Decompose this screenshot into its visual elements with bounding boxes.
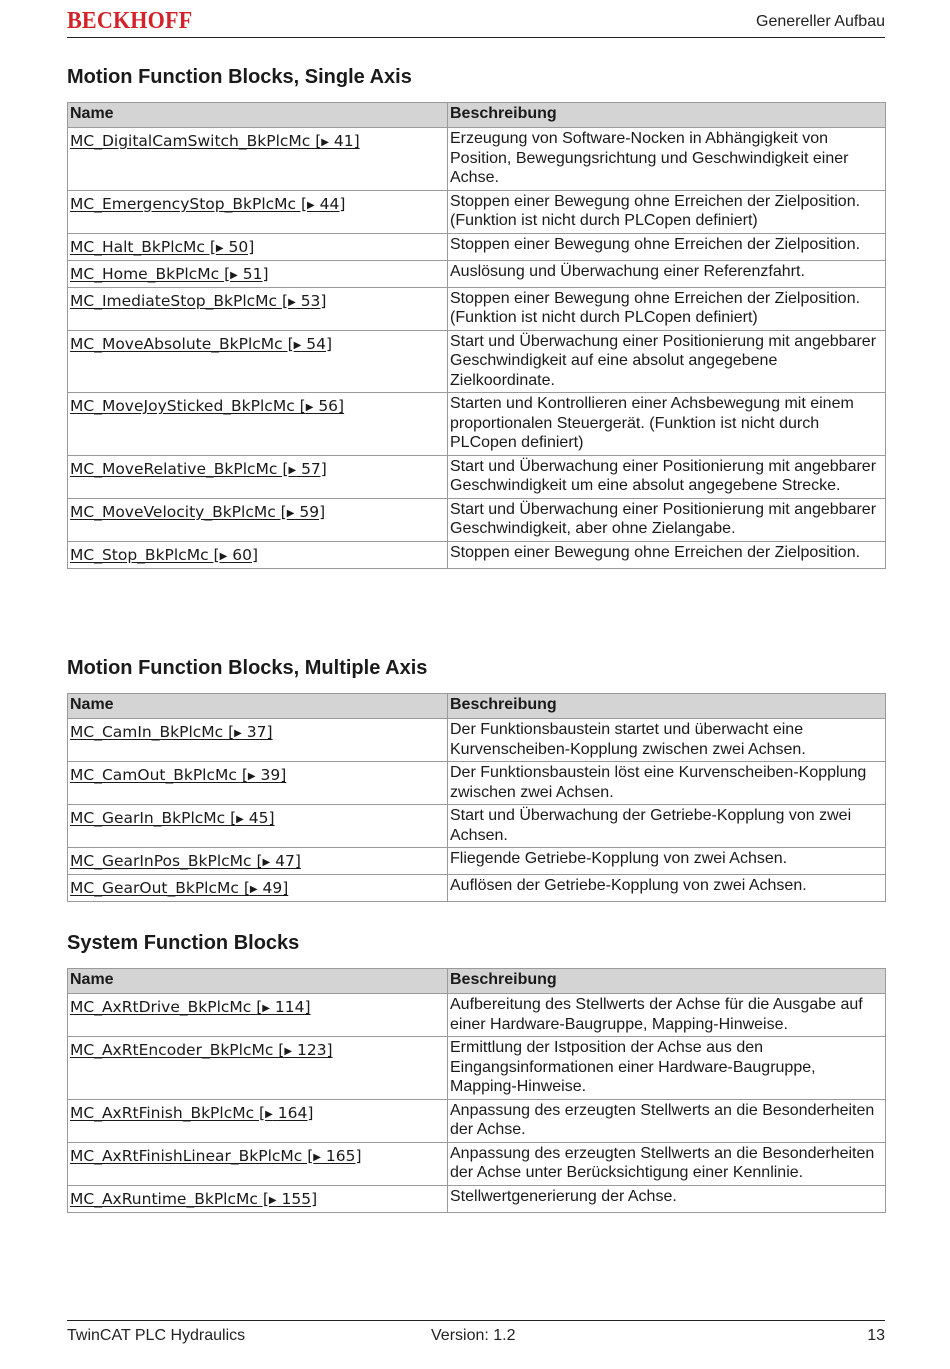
function-block-description: Stellwertgenerierung der Achse.: [448, 1185, 886, 1212]
function-block-link[interactable]: [70, 394, 344, 417]
function-block-name: MC_CamIn_BkPlcMc [: [70, 723, 235, 741]
function-block-name: MC_AxRtEncoder_BkPlcMc [: [70, 1041, 285, 1059]
function-block-name: MC_MoveJoySticked_BkPlcMc [: [70, 397, 306, 415]
function-block-link[interactable]: [70, 129, 360, 152]
table-row: [68, 994, 886, 1037]
page-ref-arrow-icon: ▶: [249, 884, 258, 895]
page-reference: 59]: [294, 502, 326, 521]
page-reference: 45]: [243, 809, 275, 827]
function-block-link[interactable]: [70, 500, 325, 523]
function-block-description: Start und Überwachung der Getriebe-Kopplung von zwei Achsen.: [448, 805, 886, 848]
function-block-link[interactable]: [70, 720, 273, 743]
function-block-name-cell: [68, 287, 448, 330]
page-reference: 57]: [296, 459, 327, 478]
function-block-description: Stoppen einer Bewegung ohne Erreichen der Zielposition. (Funktion ist nicht durch PLCopen definiert): [448, 287, 886, 330]
brand-logo: BECKHOFF: [67, 8, 193, 34]
function-block-link[interactable]: [70, 543, 258, 566]
page-ref-arrow-icon: ▶: [247, 771, 256, 782]
function-block-name-cell: [68, 1037, 448, 1100]
page-reference: 164]: [272, 1103, 314, 1122]
footer-product: TwinCAT PLC Hydraulics: [67, 1327, 246, 1344]
column-header-name: Name: [68, 969, 448, 994]
function-block-name-cell: [68, 233, 448, 260]
column-header-description: Beschreibung: [448, 103, 886, 128]
function-block-name: MC_EmergencyStop_BkPlcMc [: [70, 194, 308, 213]
page-reference: 39]: [255, 766, 287, 784]
function-block-description: Auslösung und Überwachung einer Referenzfahrt.: [448, 260, 886, 287]
page-reference: 49]: [257, 879, 289, 897]
column-header-description: Beschreibung: [448, 694, 886, 719]
page-reference: 123]: [292, 1041, 333, 1059]
table-row: [68, 1142, 886, 1185]
function-block-name: MC_DigitalCamSwitch_BkPlcMc [: [70, 132, 322, 150]
page-reference: 47]: [270, 852, 301, 870]
function-block-description: Anpassung des erzeugten Stellwerts an die Besonderheiten der Achse unter Berücksichtigung einer Kennlinie.: [448, 1142, 886, 1185]
column-header-name: Name: [68, 103, 448, 128]
function-block-name-cell: [68, 330, 448, 393]
function-block-description: Auflösen der Getriebe-Kopplung von zwei Achsen.: [448, 875, 886, 902]
section-title: Motion Function Blocks, Multiple Axis: [67, 657, 428, 679]
table-row: [68, 330, 886, 393]
page-number: 13: [867, 1327, 885, 1344]
function-block-name: MC_MoveAbsolute_BkPlcMc [: [70, 334, 294, 353]
page-ref-arrow-icon: ▶: [288, 296, 296, 308]
function-block-description: Erzeugung von Software-Nocken in Abhängigkeit von Position, Bewegungsrichtung und Geschwindigkeit einer Achse.: [448, 128, 886, 191]
function-block-link[interactable]: [70, 457, 327, 480]
function-block-name: MC_MoveVelocity_BkPlcMc [: [70, 502, 287, 521]
header-chapter-title: Genereller Aufbau: [756, 13, 885, 30]
table-header-row: [68, 103, 886, 128]
function-block-name-cell: [68, 260, 448, 287]
column-header-name: Name: [68, 694, 448, 719]
function-block-description: Start und Überwachung einer Positionierung mit angebbarer Geschwindigkeit, aber ohne Zielangabe.: [448, 498, 886, 541]
page-reference: 54]: [301, 334, 333, 353]
table-row: [68, 233, 886, 260]
function-block-name: MC_AxRtFinishLinear_BkPlcMc [: [70, 1146, 314, 1165]
function-block-link[interactable]: [70, 192, 345, 215]
table-row: [68, 455, 886, 498]
function-block-link[interactable]: [70, 995, 311, 1018]
page-ref-arrow-icon: ▶: [305, 402, 314, 413]
footer-version: Version: 1.2: [431, 1327, 516, 1344]
page-reference: 50]: [223, 237, 255, 256]
function-block-name: MC_MoveRelative_BkPlcMc [: [70, 459, 289, 478]
page-reference: 51]: [237, 264, 269, 283]
function-block-name-cell: [68, 875, 448, 902]
function-block-table: [67, 102, 886, 569]
function-block-link[interactable]: [70, 1101, 313, 1124]
function-block-name-cell: [68, 498, 448, 541]
function-block-description: Stoppen einer Bewegung ohne Erreichen der Zielposition. (Funktion ist nicht durch PLCopen definiert): [448, 190, 886, 233]
page-reference: 56]: [313, 397, 345, 415]
function-block-name-cell: [68, 1185, 448, 1212]
table-row: [68, 719, 886, 762]
function-block-link[interactable]: [70, 289, 326, 312]
function-block-name-cell: [68, 762, 448, 805]
section-title: Motion Function Blocks, Single Axis: [67, 66, 412, 88]
section-single-axis: [67, 64, 885, 569]
page-reference: 41]: [329, 132, 360, 150]
page-footer: [67, 1320, 885, 1352]
function-block-link[interactable]: [70, 1038, 333, 1061]
function-block-name: MC_AxRuntime_BkPlcMc [: [70, 1189, 269, 1208]
function-block-name-cell: [68, 994, 448, 1037]
section-title: System Function Blocks: [67, 932, 300, 954]
table-row: [68, 1037, 886, 1100]
page-ref-arrow-icon: ▶: [265, 1108, 273, 1120]
function-block-name-cell: [68, 1142, 448, 1185]
function-block-name-cell: [68, 455, 448, 498]
column-header-description: Beschreibung: [448, 969, 886, 994]
table-header-row: [68, 969, 886, 994]
function-block-link[interactable]: [70, 332, 332, 355]
page-reference: 114]: [270, 998, 311, 1016]
page-ref-arrow-icon: ▶: [236, 814, 244, 825]
function-block-name: MC_CamOut_BkPlcMc [: [70, 766, 248, 784]
page-reference: 37]: [241, 723, 273, 741]
page-ref-arrow-icon: ▶: [215, 242, 224, 254]
function-block-description: Stoppen einer Bewegung ohne Erreichen der Zielposition.: [448, 233, 886, 260]
table-row: [68, 541, 886, 568]
page-reference: 165]: [320, 1146, 362, 1165]
function-block-description: Ermittlung der Istposition der Achse aus den Eingangsinformationen einer Hardware-Baugruppe, Mapping-Hinweise.: [448, 1037, 886, 1100]
page-ref-arrow-icon: ▶: [268, 1194, 277, 1206]
function-block-name: MC_AxRtDrive_BkPlcMc [: [70, 998, 263, 1016]
page-ref-arrow-icon: ▶: [293, 339, 302, 351]
function-block-name: MC_Home_BkPlcMc [: [70, 264, 231, 283]
page-ref-arrow-icon: ▶: [286, 507, 295, 519]
section-multiple-axis: [67, 655, 885, 902]
function-block-description: Starten und Kontrollieren einer Achsbewegung mit einem proportionalen Steuergerät. (Funktion ist nicht durch PLCopen definiert): [448, 393, 886, 456]
function-block-name-cell: [68, 848, 448, 875]
table-row: [68, 128, 886, 191]
table-row: [68, 762, 886, 805]
function-block-name: MC_Halt_BkPlcMc [: [70, 237, 216, 256]
page-ref-arrow-icon: ▶: [234, 728, 242, 739]
function-block-name-cell: [68, 128, 448, 191]
table-row: [68, 498, 886, 541]
function-block-link[interactable]: [70, 1187, 317, 1210]
table-row: [68, 287, 886, 330]
function-block-link[interactable]: [70, 806, 275, 829]
page-ref-arrow-icon: ▶: [219, 550, 228, 562]
page-reference: 53]: [295, 291, 327, 310]
table-row: [68, 260, 886, 287]
function-block-name: MC_GearOut_BkPlcMc [: [70, 879, 250, 897]
page-ref-arrow-icon: ▶: [262, 857, 271, 868]
function-block-description: Aufbereitung des Stellwerts der Achse für die Ausgabe auf einer Hardware-Baugruppe, Mapping-Hinweise.: [448, 994, 886, 1037]
function-block-description: Anpassung des erzeugten Stellwerts an die Besonderheiten der Achse.: [448, 1099, 886, 1142]
function-block-description: Der Funktionsbaustein startet und überwacht eine Kurvenscheiben-Kopplung zwischen zwei Achsen.: [448, 719, 886, 762]
function-block-name: MC_ImediateStop_BkPlcMc [: [70, 291, 289, 310]
function-block-description: Stoppen einer Bewegung ohne Erreichen der Zielposition.: [448, 541, 886, 568]
table-row: [68, 1185, 886, 1212]
section-system: [67, 930, 885, 1213]
function-block-description: Start und Überwachung einer Positionierung mit angebbarer Geschwindigkeit auf eine absolut angegebene Zielkoordinate.: [448, 330, 886, 393]
page-reference: 155]: [276, 1189, 318, 1208]
page-ref-arrow-icon: ▶: [262, 1003, 270, 1014]
function-block-link[interactable]: [70, 876, 288, 899]
page-reference: 44]: [314, 194, 346, 213]
page-ref-arrow-icon: ▶: [313, 1151, 321, 1163]
function-block-table: [67, 693, 886, 902]
function-block-name: MC_AxRtFinish_BkPlcMc [: [70, 1103, 266, 1122]
function-block-link[interactable]: [70, 235, 254, 258]
function-block-description: Der Funktionsbaustein löst eine Kurvenscheiben-Kopplung zwischen zwei Achsen.: [448, 762, 886, 805]
function-block-link[interactable]: [70, 262, 269, 285]
table-row: [68, 190, 886, 233]
function-block-name-cell: [68, 393, 448, 456]
function-block-name: MC_GearInPos_BkPlcMc [: [70, 852, 263, 870]
function-block-table: [67, 968, 886, 1213]
function-block-name: MC_Stop_BkPlcMc [: [70, 545, 220, 564]
page-reference: 60]: [227, 545, 258, 564]
function-block-name-cell: [68, 719, 448, 762]
function-block-description: Fliegende Getriebe-Kopplung von zwei Achsen.: [448, 848, 886, 875]
table-row: [68, 805, 886, 848]
function-block-name-cell: [68, 805, 448, 848]
page-header: [67, 6, 885, 38]
table-row: [68, 875, 886, 902]
table-row: [68, 848, 886, 875]
function-block-name-cell: [68, 1099, 448, 1142]
function-block-description: Start und Überwachung einer Positionierung mit angebbarer Geschwindigkeit um eine absolut angegebene Strecke.: [448, 455, 886, 498]
function-block-name: MC_GearIn_BkPlcMc [: [70, 809, 237, 827]
page-ref-arrow-icon: ▶: [284, 1046, 293, 1057]
function-block-link[interactable]: [70, 849, 301, 872]
page-ref-arrow-icon: ▶: [321, 137, 329, 148]
function-block-link[interactable]: [70, 763, 286, 786]
table-row: [68, 1099, 886, 1142]
function-block-name-cell: [68, 541, 448, 568]
function-block-name-cell: [68, 190, 448, 233]
function-block-link[interactable]: [70, 1144, 362, 1167]
table-row: [68, 393, 886, 456]
page-ref-arrow-icon: ▶: [288, 464, 297, 476]
page-ref-arrow-icon: ▶: [230, 269, 238, 281]
page-ref-arrow-icon: ▶: [307, 199, 315, 211]
table-header-row: [68, 694, 886, 719]
